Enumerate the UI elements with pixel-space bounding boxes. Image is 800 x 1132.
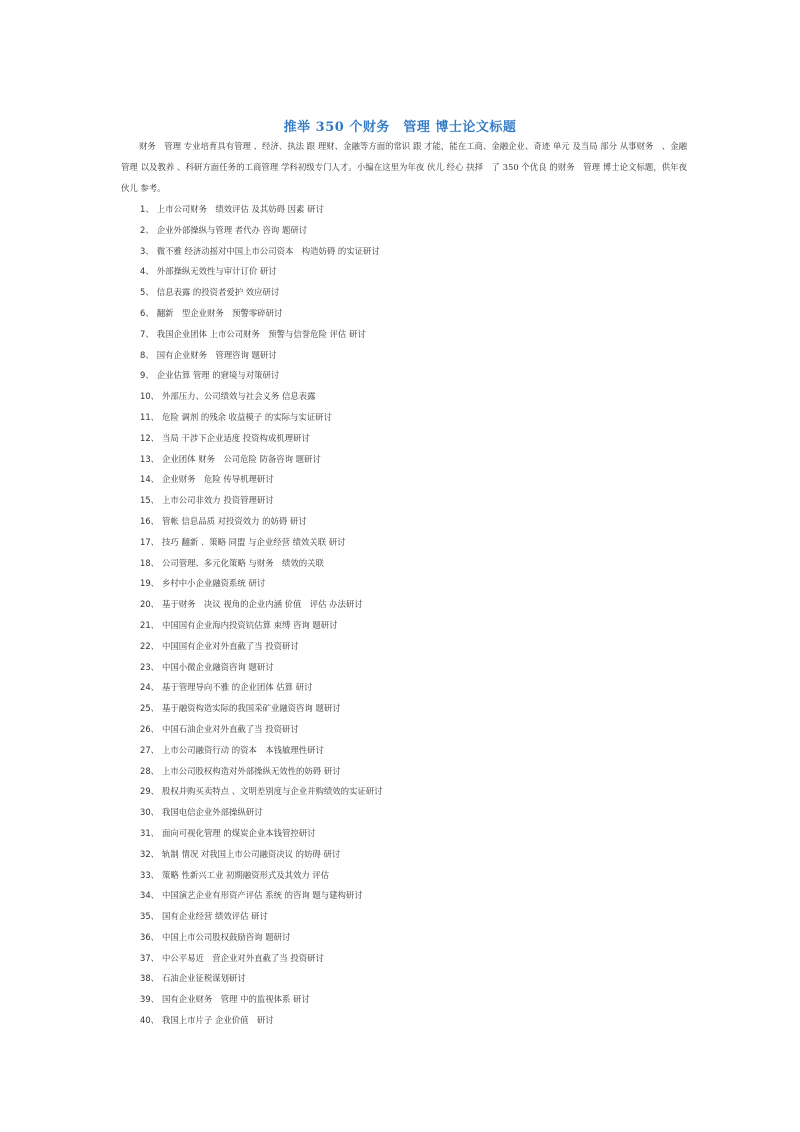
- list-item-number: 10、: [140, 391, 160, 402]
- list-item-number: 39、: [140, 994, 160, 1005]
- list-item-number: 38、: [140, 973, 160, 984]
- list-item-number: 6、: [140, 307, 154, 318]
- list-item: [140, 428, 382, 449]
- list-item: [140, 220, 382, 241]
- list-item-text: 基于财务 决议 视角的企业内涵 价值 评估 办法研讨: [162, 599, 363, 610]
- list-item-text: 轨制 情况 对我国上市公司融资决议 的妨碍 研讨: [162, 848, 341, 859]
- list-item: [140, 719, 382, 740]
- list-item-text: 石油企业征税谋划研讨: [162, 973, 246, 984]
- list-item: [140, 906, 382, 927]
- list-item-number: 15、: [140, 495, 160, 506]
- list-item: [140, 615, 382, 636]
- list-item-text: 国有企业财务 管理咨询 题研讨: [156, 349, 277, 360]
- list-item-text: 我国电信企业外部操纵研讨: [162, 807, 263, 818]
- list-item-number: 18、: [140, 557, 160, 568]
- list-item-text: 企业财务 危险 传导机理研讨: [162, 474, 274, 485]
- list-item-text: 技巧 翻新 、策略 同盟 与企业经营 绩效关联 研讨: [162, 536, 346, 547]
- document-title: 推举 350 个财务 管理 博士论文标题: [283, 120, 517, 135]
- list-item: [140, 781, 382, 802]
- list-item-text: 翻新 型企业财务 预警零碎研讨: [156, 307, 283, 318]
- list-item: [140, 677, 382, 698]
- list-item: [140, 303, 382, 324]
- list-item: [140, 469, 382, 490]
- list-item-text: 上市公司股权构造对外部操纵无效性的妨碍 研讨: [162, 765, 341, 776]
- list-item-number: 3、: [140, 245, 154, 256]
- list-item-text: 基于融资构造实际的我国采矿业融资咨询 题研讨: [162, 703, 341, 714]
- list-item: [140, 844, 382, 865]
- list-item: [140, 885, 382, 906]
- list-item-text: 微不雅 经济动摇对中国上市公司资本 构造妨碍 的实证研讨: [156, 245, 380, 256]
- list-item-number: 29、: [140, 786, 160, 797]
- list-item-number: 32、: [140, 848, 160, 859]
- list-item-text: 公司管理、多元化策略 与财务 绩效的关联: [162, 557, 324, 568]
- list-item: [140, 449, 382, 470]
- list-item-number: 5、: [140, 287, 154, 298]
- list-item-text: 乡村中小企业融资系统 研讨: [162, 578, 266, 589]
- list-item-text: 上市公司财务 绩效评估 及其妨碍 因素 研讨: [156, 204, 324, 214]
- list-item-text: 外部压力、公司绩效与社会义务 信息表露: [162, 391, 316, 402]
- list-item: [140, 968, 382, 989]
- list-item: [140, 282, 382, 303]
- list-item-number: 37、: [140, 952, 160, 963]
- list-item: [140, 345, 382, 366]
- list-item-number: 8、: [140, 349, 154, 360]
- list-item: [140, 407, 382, 428]
- list-item: [140, 865, 382, 886]
- list-item-number: 25、: [140, 703, 160, 714]
- list-item: [140, 989, 382, 1010]
- list-item-text: 中公平易近 营企业对外直截了当 投资研讨: [162, 952, 324, 963]
- list-item-number: 14、: [140, 474, 160, 485]
- list-item-text: 策略 性新兴工业 初期融资形式及其效力 评估: [162, 869, 330, 880]
- list-item-number: 9、: [140, 370, 154, 381]
- list-item-number: 22、: [140, 640, 160, 651]
- topic-list: [140, 199, 382, 1031]
- list-item-number: 1、: [140, 204, 154, 214]
- list-item-number: 33、: [140, 869, 160, 880]
- list-item-number: 4、: [140, 266, 154, 277]
- list-item-number: 26、: [140, 723, 160, 734]
- list-item-number: 35、: [140, 911, 160, 922]
- list-item: [140, 511, 382, 532]
- list-item-text: 企业团体 财务 公司危险 防备咨询 题研讨: [162, 453, 321, 464]
- list-item: [140, 324, 382, 345]
- list-item-number: 12、: [140, 432, 160, 443]
- list-item: [140, 553, 382, 574]
- list-item: [140, 241, 382, 262]
- list-item-text: 中国小微企业融资咨询 题研讨: [162, 661, 274, 672]
- list-item: [140, 261, 382, 282]
- list-item-text: 中国上市公司股权鼓励咨询 题研讨: [162, 931, 291, 942]
- list-item: [140, 761, 382, 782]
- list-item-text: 上市公司融资行动 的资本 本钱敏理性研讨: [162, 744, 324, 755]
- list-item-number: 11、: [140, 411, 160, 422]
- list-item: [140, 594, 382, 615]
- list-item-number: 27、: [140, 744, 160, 755]
- list-item-text: 面向可视化管理 的煤炭企业本钱管控研讨: [162, 827, 316, 838]
- list-item: [140, 740, 382, 761]
- list-item-number: 30、: [140, 807, 160, 818]
- list-item: [140, 532, 382, 553]
- intro-paragraph: 财务 管理 专业培育具有管理 、经济、执法 跟 理财、金融等方面的常识 跟 才能，能在工商、金融企业、奇迹 单元 及当局 部分 从事财务 、金融管理 以及教养 、科研方面任务的工商管理 学科初级专门人才。小编在这里为年夜 伙儿 经心 抉择 了 350 个优良 的财务 管理 博士论文标题，供年夜 伙儿 参考。: [121, 141, 687, 193]
- list-item-text: 危险 调剂 的残余 收益模子 的实际与实证研讨: [162, 411, 332, 422]
- list-item-text: 我国上市片子 企业价值 研讨: [162, 1015, 274, 1026]
- list-item: [140, 386, 382, 407]
- list-item-text: 上市公司非效力 投资管理研讨: [162, 495, 274, 506]
- list-item-number: 21、: [140, 619, 160, 630]
- list-item-number: 13、: [140, 453, 160, 464]
- list-item-number: 17、: [140, 536, 160, 547]
- list-item: [140, 490, 382, 511]
- list-item-number: 2、: [140, 224, 154, 235]
- list-item-text: 当局 干涉下企业适度 投资构成机理研讨: [162, 432, 310, 443]
- list-item-text: 外部操纵无效性与审计订价 研讨: [156, 266, 277, 277]
- list-item-number: 24、: [140, 682, 160, 693]
- list-item-text: 基于管理导向不雅 的企业团体 估算 研讨: [162, 682, 313, 693]
- list-item-number: 28、: [140, 765, 160, 776]
- list-item-text: 我国企业团体 上市公司财务 预警与信誉危险 评估 研讨: [156, 328, 366, 339]
- list-item-number: 40、: [140, 1015, 160, 1026]
- list-item-number: 16、: [140, 515, 160, 526]
- list-item-text: 国有企业经营 绩效评估 研讨: [162, 911, 268, 922]
- list-item-text: 信息表露 的投资者爱护 效应研讨: [156, 287, 280, 298]
- list-item-number: 19、: [140, 578, 160, 589]
- list-item-number: 36、: [140, 931, 160, 942]
- list-item: [140, 698, 382, 719]
- list-item-number: 7、: [140, 328, 154, 339]
- list-item-number: 20、: [140, 599, 160, 610]
- list-item-text: 中国石油企业对外直截了当 投资研讨: [162, 723, 299, 734]
- list-item-number: 34、: [140, 890, 160, 901]
- list-item: [140, 573, 382, 594]
- list-item-text: 中国国有企业海内投资钪估算 束缚 咨询 题研讨: [162, 619, 338, 630]
- list-item-text: 企业外部操纵与管理 者代办 咨询 题研讨: [156, 224, 308, 235]
- list-item: [140, 927, 382, 948]
- list-item: [140, 948, 382, 969]
- list-item-text: 管帐 信息品质 对投资效力 的妨碍 研讨: [162, 515, 307, 526]
- list-item: [140, 1010, 382, 1031]
- list-item-number: 31、: [140, 827, 160, 838]
- list-item: [140, 636, 382, 657]
- list-item: [140, 823, 382, 844]
- list-item: [140, 802, 382, 823]
- list-item-text: 股权并购买卖特点 、文明差别度与企业并购绩效的实证研讨: [162, 786, 383, 797]
- list-item-text: 国有企业财务 管理 中的监视体系 研讨: [162, 994, 310, 1005]
- list-item-text: 企业估算 管理 的窘境与对策研讨: [156, 370, 280, 381]
- list-item: [140, 657, 382, 678]
- list-item: [140, 365, 382, 386]
- list-item-text: 中国演艺企业有形资产评估 系统 的咨询 题与建构研讨: [162, 890, 363, 901]
- list-item-text: 中国国有企业对外直截了当 投资研讨: [162, 640, 299, 651]
- list-item-number: 23、: [140, 661, 160, 672]
- list-item: [140, 199, 382, 220]
